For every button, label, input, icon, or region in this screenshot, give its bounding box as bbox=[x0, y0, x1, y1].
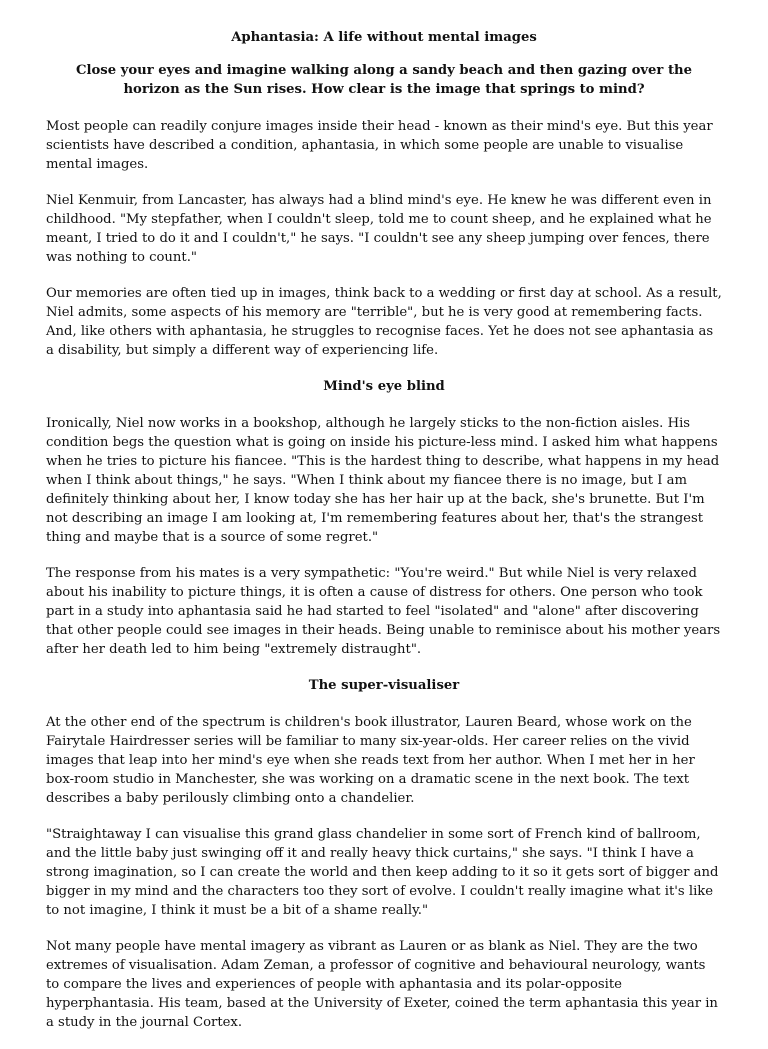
body-paragraph-6: At the other end of the spectrum is children's book illustrator, Lauren Beard, whose work on the Fairytale Hairdresser series will be familiar to many six-year-olds. Her career relies on the vivid images that leap into her mind's eye when she reads text from her author. When I met her in her box-room studio in Manchester, she was working on a dramatic scene in the next book. The text describes a baby perilously climbing onto a chandelier. bbox=[46, 715, 695, 806]
document-title: Aphantasia: A life without mental images bbox=[231, 30, 537, 45]
section-heading-minds-eye-blind: Mind's eye blind bbox=[323, 379, 445, 394]
document-page bbox=[46, 18, 722, 1049]
lead-paragraph: Close your eyes and imagine walking along a sandy beach and then gazing over the horizon as the Sun rises. How clear is the image that springs to mind? bbox=[75, 63, 693, 97]
body-paragraph-7: "Straightaway I can visualise this grand glass chandelier in some sort of French kind of ballroom, and the little baby just swinging off it and really heavy thick curtains," she says. "I think I have a strong imagination, so I can create the world and then keep adding to it so it gets sort of bigger and bigger in my mind and the characters too they sort of evolve. I couldn't really imagine what it's like to not imagine, I think it must be a bit of a shame really." bbox=[46, 827, 719, 918]
body-paragraph-5: The response from his mates is a very sympathetic: "You're weird." But while Niel is very relaxed about his inability to picture things, it is often a cause of distress for others. One person who took part in a study into aphantasia said he had started to feel "isolated" and "alone" after discovering that other people could see images in their heads. Being unable to reminisce about his mother years after her death led to him being "extremely distraught". bbox=[46, 566, 721, 657]
body-paragraph-8: Not many people have mental imagery as vibrant as Lauren or as blank as Niel. They are the two extremes of visualisation. Adam Zeman, a professor of cognitive and behavioural neurology, wants to compare the lives and experiences of people with aphantasia and its polar-opposite hyperphantasia. His team, based at the University of Exeter, coined the term aphantasia this year in a study in the journal Cortex. bbox=[46, 939, 718, 1030]
body-paragraph-4: Ironically, Niel now works in a bookshop, although he largely sticks to the non-fiction aisles. His condition begs the question what is going on inside his picture-less mind. I asked him what happens when he tries to picture his fiancee. "This is the hardest thing to describe, what happens in my head when I think about things," he says. "When I think about my fiancee there is no image, but I am definitely thinking about her, I know today she has her hair up at the back, she's brunette. But I'm not describing an image I am looking at, I'm remembering features about her, that's the strangest thing and maybe that is a source of some regret." bbox=[46, 416, 720, 545]
section-heading-super-visualiser: The super-visualiser bbox=[308, 678, 460, 693]
body-paragraph-3: Our memories are often tied up in images, think back to a wedding or first day at school. As a result, Niel admits, some aspects of his memory are "terrible", but he is very good at remembering facts. And, like others with aphantasia, he struggles to recognise faces. Yet he does not see aphantasia as a disability, but simply a different way of experiencing life. bbox=[46, 286, 722, 358]
body-paragraph-2: Niel Kenmuir, from Lancaster, has always had a blind mind's eye. He knew he was different even in childhood. "My stepfather, when I couldn't sleep, told me to count sheep, and he explained what he meant, I tried to do it and I couldn't," he says. "I couldn't see any sheep jumping over fences, there was nothing to count." bbox=[46, 193, 712, 265]
body-paragraph-1: Most people can readily conjure images inside their head - known as their mind's eye. But this year scientists have described a condition, aphantasia, in which some people are unable to visualise mental images. bbox=[46, 119, 713, 172]
